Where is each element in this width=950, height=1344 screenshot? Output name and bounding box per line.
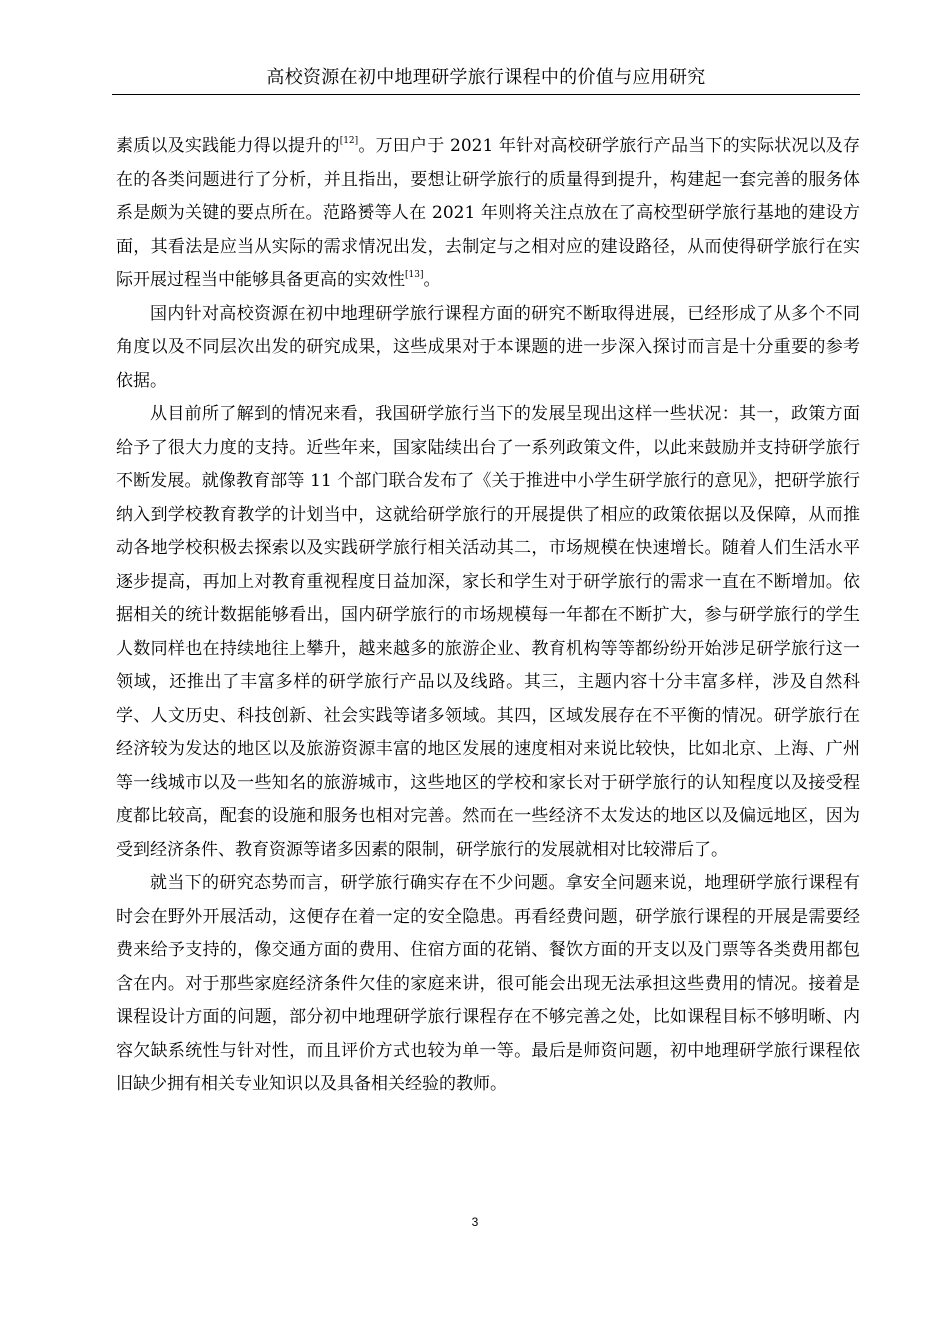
page-number: 3 [471, 1215, 479, 1229]
document-body [116, 130, 860, 1102]
page-header [112, 64, 860, 95]
paragraph-4: 就当下的研究态势而言，研学旅行确实存在不少问题。拿安全问题来说，地理研学旅行课程有时会在野外开展活动，这便存在着一定的安全隐患。再看经费问题，研学旅行课程的开展是需要经费来给予支持的，像交通方面的费用、住宿方面的花销、餐饮方面的开支以及门票等各类费用都包含在内。对于那些家庭经济条件欠佳的家庭来讲，很可能会出现无法承担这些费用的情况。接着是课程设计方面的问题，部分初中地理研学旅行课程存在不够完善之处，比如课程目标不够明晰、内容欠缺系统性与针对性，而且评价方式也较为单一等。最后是师资问题，初中地理研学旅行课程依旧缺少拥有相关专业知识以及具备相关经验的教师。 [116, 873, 860, 1094]
paragraph-1 [116, 130, 860, 298]
paragraph-1-text-before: 素质以及实践能力得以提升的 [116, 136, 340, 156]
citation-12: [12] [339, 136, 359, 146]
paragraph-1-text-middle: 。万田户于 2021 年针对高校研学旅行产品当下的实际状况以及存在的各类问题进行了分析，并且指出，要想让研学旅行的质量得到提升，构建起一套完善的服务体系是颇为关键的要点所在。范路赟等人在 2021 年则将关注点放在了高校型研学旅行基地的建设方面，其看法是应当从实际的需求情况出发，去制定与之相对应的建设路径，从而使得研学旅行在实际开展过程当中能够具备更高的实效性 [116, 136, 861, 290]
paragraph-2: 国内针对高校资源在初中地理研学旅行课程方面的研究不断取得进展，已经形成了从多个不同角度以及不同层次出发的研究成果，这些成果对于本课题的进一步深入探讨而言是十分重要的参考依据。 [116, 303, 860, 391]
citation-13: [13] [405, 270, 424, 280]
paragraph-1-text-after: 。 [423, 270, 441, 290]
header-title: 高校资源在初中地理研学旅行课程中的价值与应用研究 [266, 67, 706, 88]
paragraph-3: 从目前所了解到的情况来看，我国研学旅行当下的发展呈现出这样一些状况：其一，政策方面给予了很大力度的支持。近些年来，国家陆续出台了一系列政策文件，以此来鼓励并支持研学旅行不断发展。就像教育部等 11 个部门联合发布了《关于推进中小学生研学旅行的意见》，把研学旅行纳入到学校教育教学的计划当中，这就给研学旅行的开展提供了相应的政策依据以及保障，从而推动各地学校积极去探索以及实践研学旅行相关活动其二，市场规模在快速增长。随着人们生活水平逐步提高，再加上对教育重视程度日益加深，家长和学生对于研学旅行的需求一直在不断增加。依据相关的统计数据能够看出，国内研学旅行的市场规模每一年都在不断扩大，参与研学旅行的学生人数同样也在持续地往上攀升，越来越多的旅游企业、教育机构等等都纷纷开始涉足研学旅行这一领域，还推出了丰富多样的研学旅行产品以及线路。其三，主题内容十分丰富多样，涉及自然科学、人文历史、科技创新、社会实践等诸多领域。其四，区域发展存在不平衡的情况。研学旅行在经济较为发达的地区以及旅游资源丰富的地区发展的速度相对来说比较快，比如北京、上海、广州等一线城市以及一些知名的旅游城市，这些地区的学校和家长对于研学旅行的认知程度以及接受程度都比较高，配套的设施和服务也相对完善。然而在一些经济不太发达的地区以及偏远地区，因为受到经济条件、教育资源等诸多因素的限制，研学旅行的发展就相对比较滞后了。 [116, 404, 860, 860]
